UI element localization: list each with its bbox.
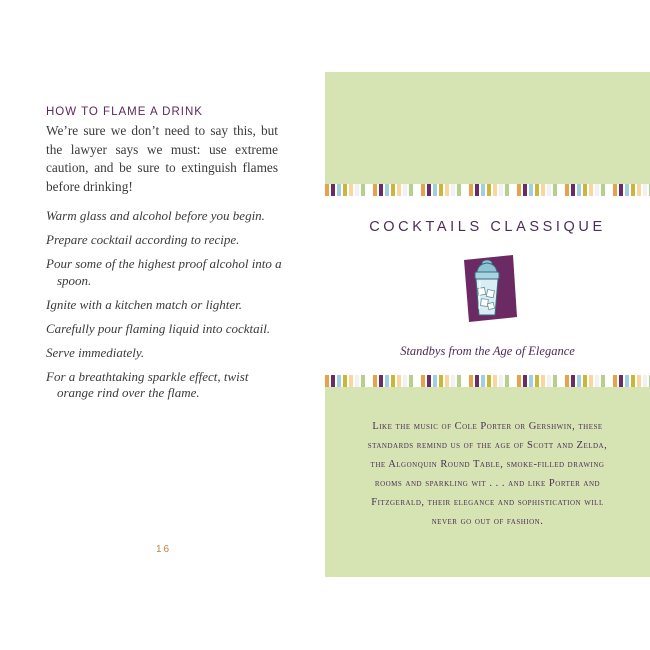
chapter-intro-blurb: Like the music of Cole Porter or Gershwin, these standards remind us of the age of Scott and Zelda, the Algonquin Round Table, smoke-filled drawing rooms and sparkling wit . . . and like Porter and Fitzgerald, their elegance and sophistication will never go out of fashion. xyxy=(367,421,608,527)
decorative-stripe-bottom xyxy=(325,375,650,387)
chapter-subtitle: Standbys from the Age of Elegance xyxy=(400,344,575,358)
intro-paragraph: We’re sure we don’t need to say this, but the lawyer says we must: use extreme caution, and be sure to extinguish flames before drinking! xyxy=(46,123,278,194)
step-item: Prepare cocktail according to recipe. xyxy=(46,232,240,247)
step-item: Warm glass and alcohol before you begin. xyxy=(46,208,265,223)
section-heading: HOW TO FLAME A DRINK xyxy=(46,106,203,118)
steps-list xyxy=(46,208,286,409)
step-item: Pour some of the highest proof alcohol into a spoon. xyxy=(46,256,282,288)
cocktail-shaker-icon xyxy=(458,251,518,325)
step-item: For a breathtaking sparkle effect, twist orange rind over the flame. xyxy=(46,368,249,400)
decorative-stripe-top xyxy=(325,184,650,196)
right-page xyxy=(325,72,650,577)
step-item: Serve immediately. xyxy=(46,344,145,360)
step-item: Carefully pour flaming liquid into cocktail. xyxy=(46,320,271,336)
step-item: Ignite with a kitchen match or lighter. xyxy=(46,296,243,312)
chapter-title: COCKTAILS CLASSIQUE xyxy=(369,219,606,235)
page-number: 16 xyxy=(156,544,172,555)
